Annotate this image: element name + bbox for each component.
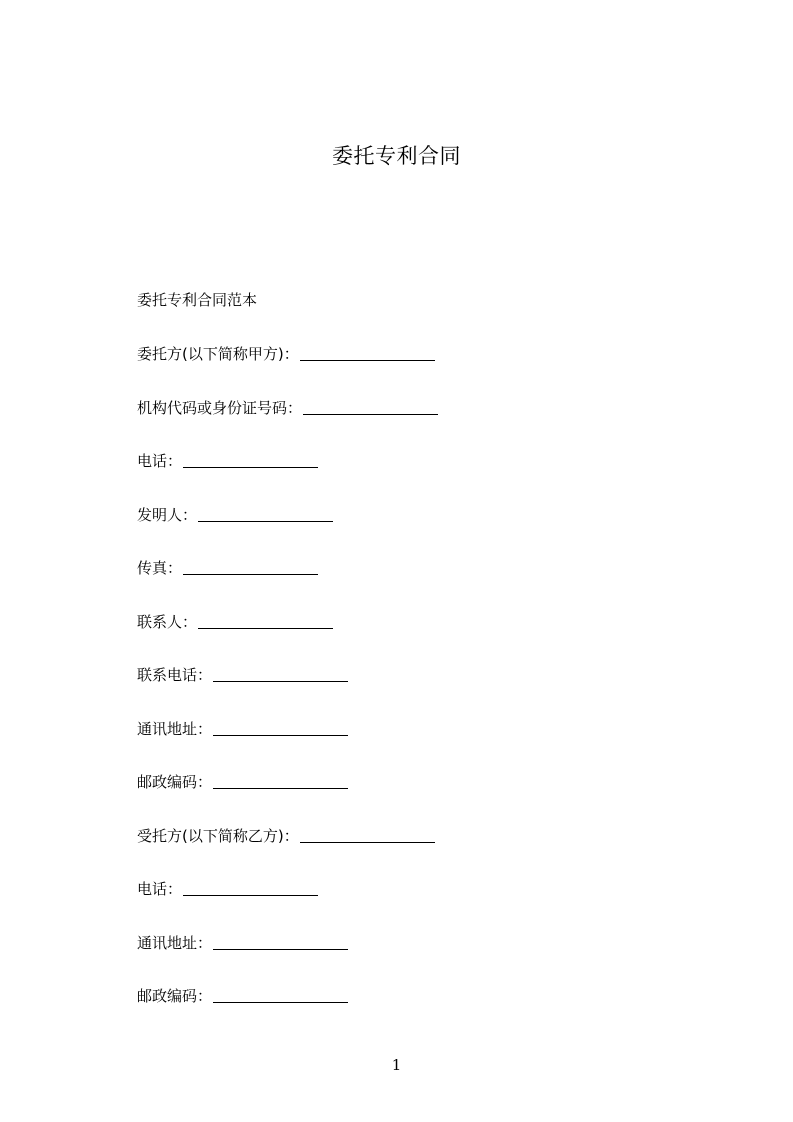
field-label: 电话：: [137, 880, 183, 898]
field-contact-phone: [137, 664, 657, 718]
field-inventor: [137, 504, 657, 558]
field-blank-line[interactable]: [303, 397, 438, 415]
field-phone-b: [137, 878, 657, 932]
field-phone-a: [137, 450, 657, 504]
document-title: 委托专利合同: [332, 144, 461, 168]
field-contact-person: [137, 611, 657, 665]
field-label: 传真：: [137, 559, 183, 577]
field-postcode-b: [137, 985, 657, 1039]
field-blank-line[interactable]: [183, 450, 318, 468]
field-label: 邮政编码：: [137, 773, 213, 791]
field-label: 委托方(以下简称甲方)：: [137, 345, 299, 363]
field-label: 机构代码或身份证号码：: [137, 398, 303, 417]
field-blank-line[interactable]: [300, 343, 435, 361]
document-subtitle: 委托专利合同范本: [137, 291, 258, 309]
field-label: 电话：: [137, 452, 183, 470]
field-blank-line[interactable]: [213, 718, 348, 736]
field-address-b: [137, 932, 657, 986]
field-label: 通讯地址：: [137, 719, 213, 738]
page-number: 1: [391, 1056, 402, 1074]
field-label: 通讯地址：: [137, 933, 213, 952]
field-blank-line[interactable]: [300, 825, 435, 843]
field-blank-line[interactable]: [213, 932, 348, 950]
field-blank-line[interactable]: [213, 985, 348, 1003]
field-blank-line[interactable]: [198, 504, 333, 522]
field-label: 邮政编码：: [137, 987, 213, 1005]
field-blank-line[interactable]: [213, 664, 348, 682]
field-org-code: [137, 397, 657, 451]
contract-fields: [137, 343, 657, 1039]
field-blank-line[interactable]: [198, 611, 333, 629]
field-principal: [137, 343, 657, 397]
field-address-a: [137, 718, 657, 772]
field-blank-line[interactable]: [183, 878, 318, 896]
field-postcode-a: [137, 771, 657, 825]
field-label: 发明人：: [137, 505, 198, 524]
field-agent: [137, 825, 657, 879]
field-fax: [137, 557, 657, 611]
field-label: 联系电话：: [137, 666, 213, 684]
field-label: 受托方(以下简称乙方)：: [137, 826, 299, 845]
field-blank-line[interactable]: [183, 557, 318, 575]
field-blank-line[interactable]: [213, 771, 348, 789]
field-label: 联系人：: [137, 612, 198, 631]
